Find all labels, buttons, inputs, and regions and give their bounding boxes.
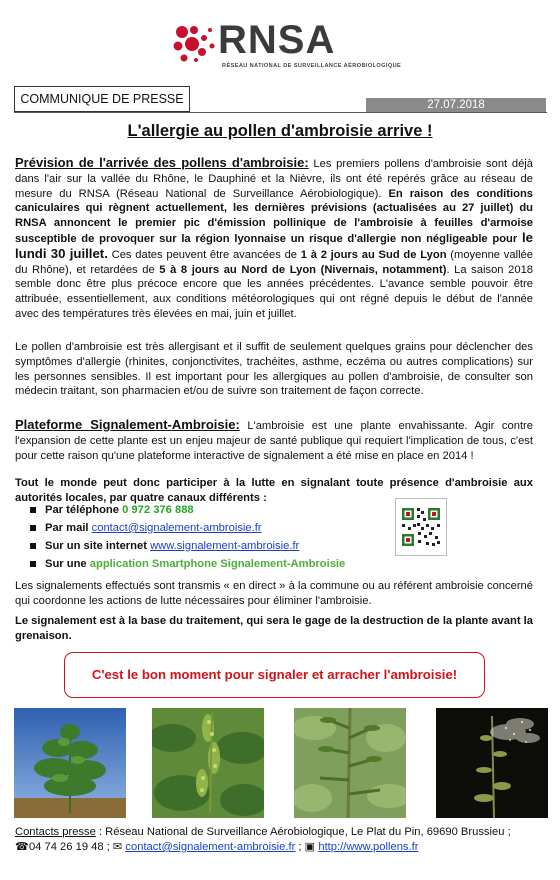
channels-list [30,502,390,574]
logo-subtitle: RÉSEAU NATIONAL DE SURVEILLANCE AÉROBIOLOGIQUE [222,63,402,69]
platform-paragraph [15,418,533,463]
contacts-line-1 [15,825,545,840]
forecast-heading: Prévision de l'arrivée des pollens d'ambroisie: [15,155,309,170]
ragweed-flowers-photo [152,708,264,818]
logo-text: RNSA [218,18,336,62]
channel-phone-label: Par téléphone [45,504,123,516]
contacts-phone[interactable]: 04 74 26 19 48 ; [28,841,113,853]
channel-phone [30,502,390,520]
participate-paragraph: Tout le monde peut donc participer à la lutte en signalant toute présence d'ambroisie aux autorités locales, par quatre canaux différents : [15,477,533,504]
forecast-text-b: En raison des conditions caniculaires qui règnent actuellement, les dernières prévisions (actualisées au 27 juillet) du RNSA annoncent le premier pic d'émission pollinique de l'ambroisie à feuilles d'armoise susceptible de provoquer sur la région lyonnaise un risque d'allergie non négligeable pour [15,187,534,245]
page-title: L'allergie au pollen d'ambroisie arrive ! [127,122,433,140]
bullet-icon [30,525,36,531]
contacts-line-2 [15,840,545,855]
forecast-text-h: . La saison 2018 semble donc être plus précoce encore que les années précédentes. L'avance semble pouvoir être attribuée, essentiellement, aux conditions météorologiques qui ont régné depuis le début de l'année avec des températures très élevées en mai, juin et juillet. [15,263,534,320]
channel-app-label: Sur une [45,558,90,570]
channel-app [30,556,390,574]
forecast-text-f: (moyenne vallée du Rhône), et retardées de [15,248,533,276]
contacts-address: : Réseau National de Surveillance Aérobiologique, Le Plat du Pin, 69690 Brussieu ; [95,826,511,838]
forecast-text-d: Ces dates peuvent être avancées de [107,248,301,261]
channel-website [30,538,390,556]
channel-mail [30,520,390,538]
channel-app-link[interactable]: application Smartphone Signalement-Ambroisie [89,558,346,570]
transmission-paragraph: Les signalements effectués sont transmis « en direct » à la commune ou au référent ambroisie concerné qui coordonne les actions de lutte nécessaires pour éliminer l'ambroisie. [15,580,533,607]
press-release-label: COMMUNIQUE DE PRESSE [14,86,190,112]
channel-mail-label: Par mail [45,522,92,534]
date-badge: 27.07.2018 [366,98,546,113]
forecast-date-highlight: le lundi 30 juillet. [15,229,533,261]
ragweed-plant-photo-sky [14,708,126,818]
channel-mail-link[interactable]: contact@signalement-ambroisie.fr [91,522,262,534]
forecast-text-a: Les premiers pollens d'ambroisie sont déjà dans l'air sur la vallée du Rhône, le Dauphiné et la Nièvre, ils ont été repérés grâce au réseau de mesure du RNSA (Réseau National de Surveillance Aérobiologique). [15,158,533,200]
forecast-paragraph [15,156,533,322]
ragweed-stem-photo [294,708,406,818]
qr-code-icon[interactable] [395,498,447,556]
bullet-icon [30,543,36,549]
callout-text: C'est le bon moment pour signaler et arracher l'ambroisie! [91,667,458,682]
phone-icon: ☎ [15,841,29,853]
channel-website-link[interactable]: www.signalement-ambroisie.fr [150,540,300,552]
forecast-text-g: 5 à 8 jours au Nord de Lyon (Nivernais, notamment) [159,263,447,276]
forecast-text-e: 1 à 2 jours au Sud de Lyon [300,248,447,261]
contacts-label: Contacts presse [15,826,96,838]
bullet-icon [30,507,36,513]
logo-mark-icon [172,22,220,66]
bullet-icon [30,561,36,567]
platform-text: L'ambroisie est une plante envahissante. Agir contre l'expansion de cette plante est un enjeu majeur de santé publique qui requiert l'implication de tous, c'est pour cette raison qu'une plateforme interactive de signalement a été mise en place en 2014 ! [15,420,534,462]
contacts-footer [15,825,545,855]
platform-heading: Plateforme Signalement-Ambroisie: [15,417,240,432]
header-divider [14,112,547,113]
allergy-paragraph: Le pollen d'ambroisie est très allergisant et il suffit de seulement quelques grains pour déclencher des symptômes d'allergie (rhinites, conjonctivites, trachéites, asthme, eczéma ou autres complications) sur les personnes sensibles. Il est important pour les allergiques au pollen d'ambroisie, de consulter son médecin traitant, son pharmacien et/ou de suivre son traitement de façon correcte. [15,341,533,398]
contacts-email-link[interactable]: contact@signalement-ambroisie.fr [125,841,296,853]
ragweed-pollen-release-photo [436,708,548,818]
conclusion-paragraph: Le signalement est à la base du traitement, qui sera le gage de la destruction de la plante avant la grenaison. [15,615,533,642]
callout-box [64,652,485,698]
contacts-separator: ; [295,841,305,853]
channel-website-label: Sur un site internet [45,540,151,552]
channel-phone-number[interactable]: 0 972 376 888 [122,504,194,516]
contacts-website-link[interactable]: http://www.pollens.fr [318,841,419,853]
computer-icon: ▣ [304,841,319,853]
mail-icon: ✉ [112,841,126,853]
